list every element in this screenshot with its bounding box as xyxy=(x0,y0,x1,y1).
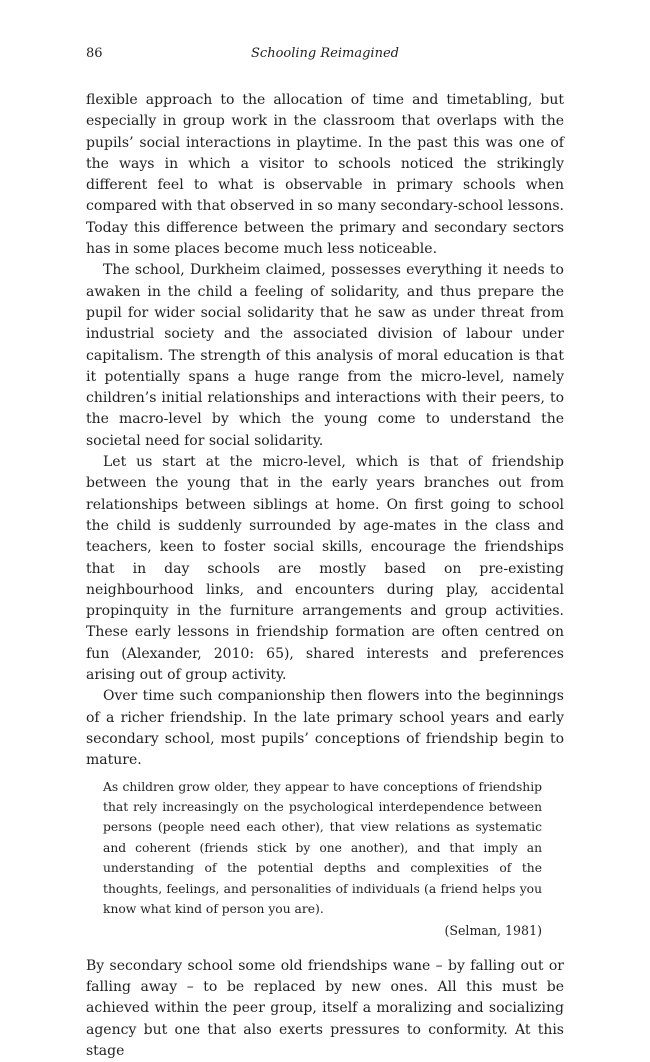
block-quote xyxy=(103,777,542,942)
running-head xyxy=(86,46,564,66)
paragraph-durkheim: The school, Durkheim claimed, possesses everything it needs to awaken in the child a feeling of solidarity, and thus prepare the pupil for wider social solidarity that he saw as under threat from industrial society and the associated division of labour under capitalism. The strength of this analysis of moral education is that it potentially spans a huge range from the micro-level, namely children’s initial relationships and interactions with their peers, to the macro-level by which the young come to understand the societal need for social solidarity. xyxy=(86,262,564,449)
body-text xyxy=(86,90,564,1062)
paragraph-secondary-school: By secondary school some old friendships wane – by falling out or falling away – to be replaced by new ones. All this must be achieved within the peer group, itself a moralizing and socializing agency but one that also exerts pressures to conformity. At this stage xyxy=(86,957,564,1059)
page-number: 86 xyxy=(86,46,103,61)
block-quote-text: As children grow older, they appear to have conceptions of friendship that rely increasingly on the psychological interdependence between persons (people need each other), that view relations as systematic and coherent (friends stick by one another), and that imply an understanding of the potential depths and complexities of the thoughts, feelings, and personalities of individuals (a friend helps you know what kind of person you are). xyxy=(103,779,542,916)
paragraph-companionship: Over time such companionship then flowers into the beginnings of a richer friendship. In the late primary school years and early secondary school, most pupils’ conceptions of friendship begin to mature. xyxy=(86,688,564,769)
block-quote-citation: (Selman, 1981) xyxy=(444,923,542,939)
running-title: Schooling Reimagined xyxy=(251,46,399,61)
paragraph-continuation: flexible approach to the allocation of time and timetabling, but especially in group work in the classroom that overlaps with the pupils’ social interactions in playtime. In the past this was one of the ways in which a visitor to schools noticed the strikingly different feel to what is observable in primary schools when compared with that observed in so many secondary-school lessons. Today this difference between the primary and secondary sectors has in some places become much less noticeable. xyxy=(86,92,564,258)
paragraph-micro-level: Let us start at the micro-level, which is that of friendship between the young that in the early years branches out from relationships between siblings at home. On first going to school the child is suddenly surrounded by age-mates in the class and teachers, keen to foster social skills, encourage the friendships that in day schools are mostly based on pre-existing neighbourhood links, and encounters during play, accidental propinquity in the furniture arrangements and group activities. These early lessons in friendship formation are often centred on fun (Alexander, 2010: 65), shared interests and preferences arising out of group activity. xyxy=(86,454,564,684)
